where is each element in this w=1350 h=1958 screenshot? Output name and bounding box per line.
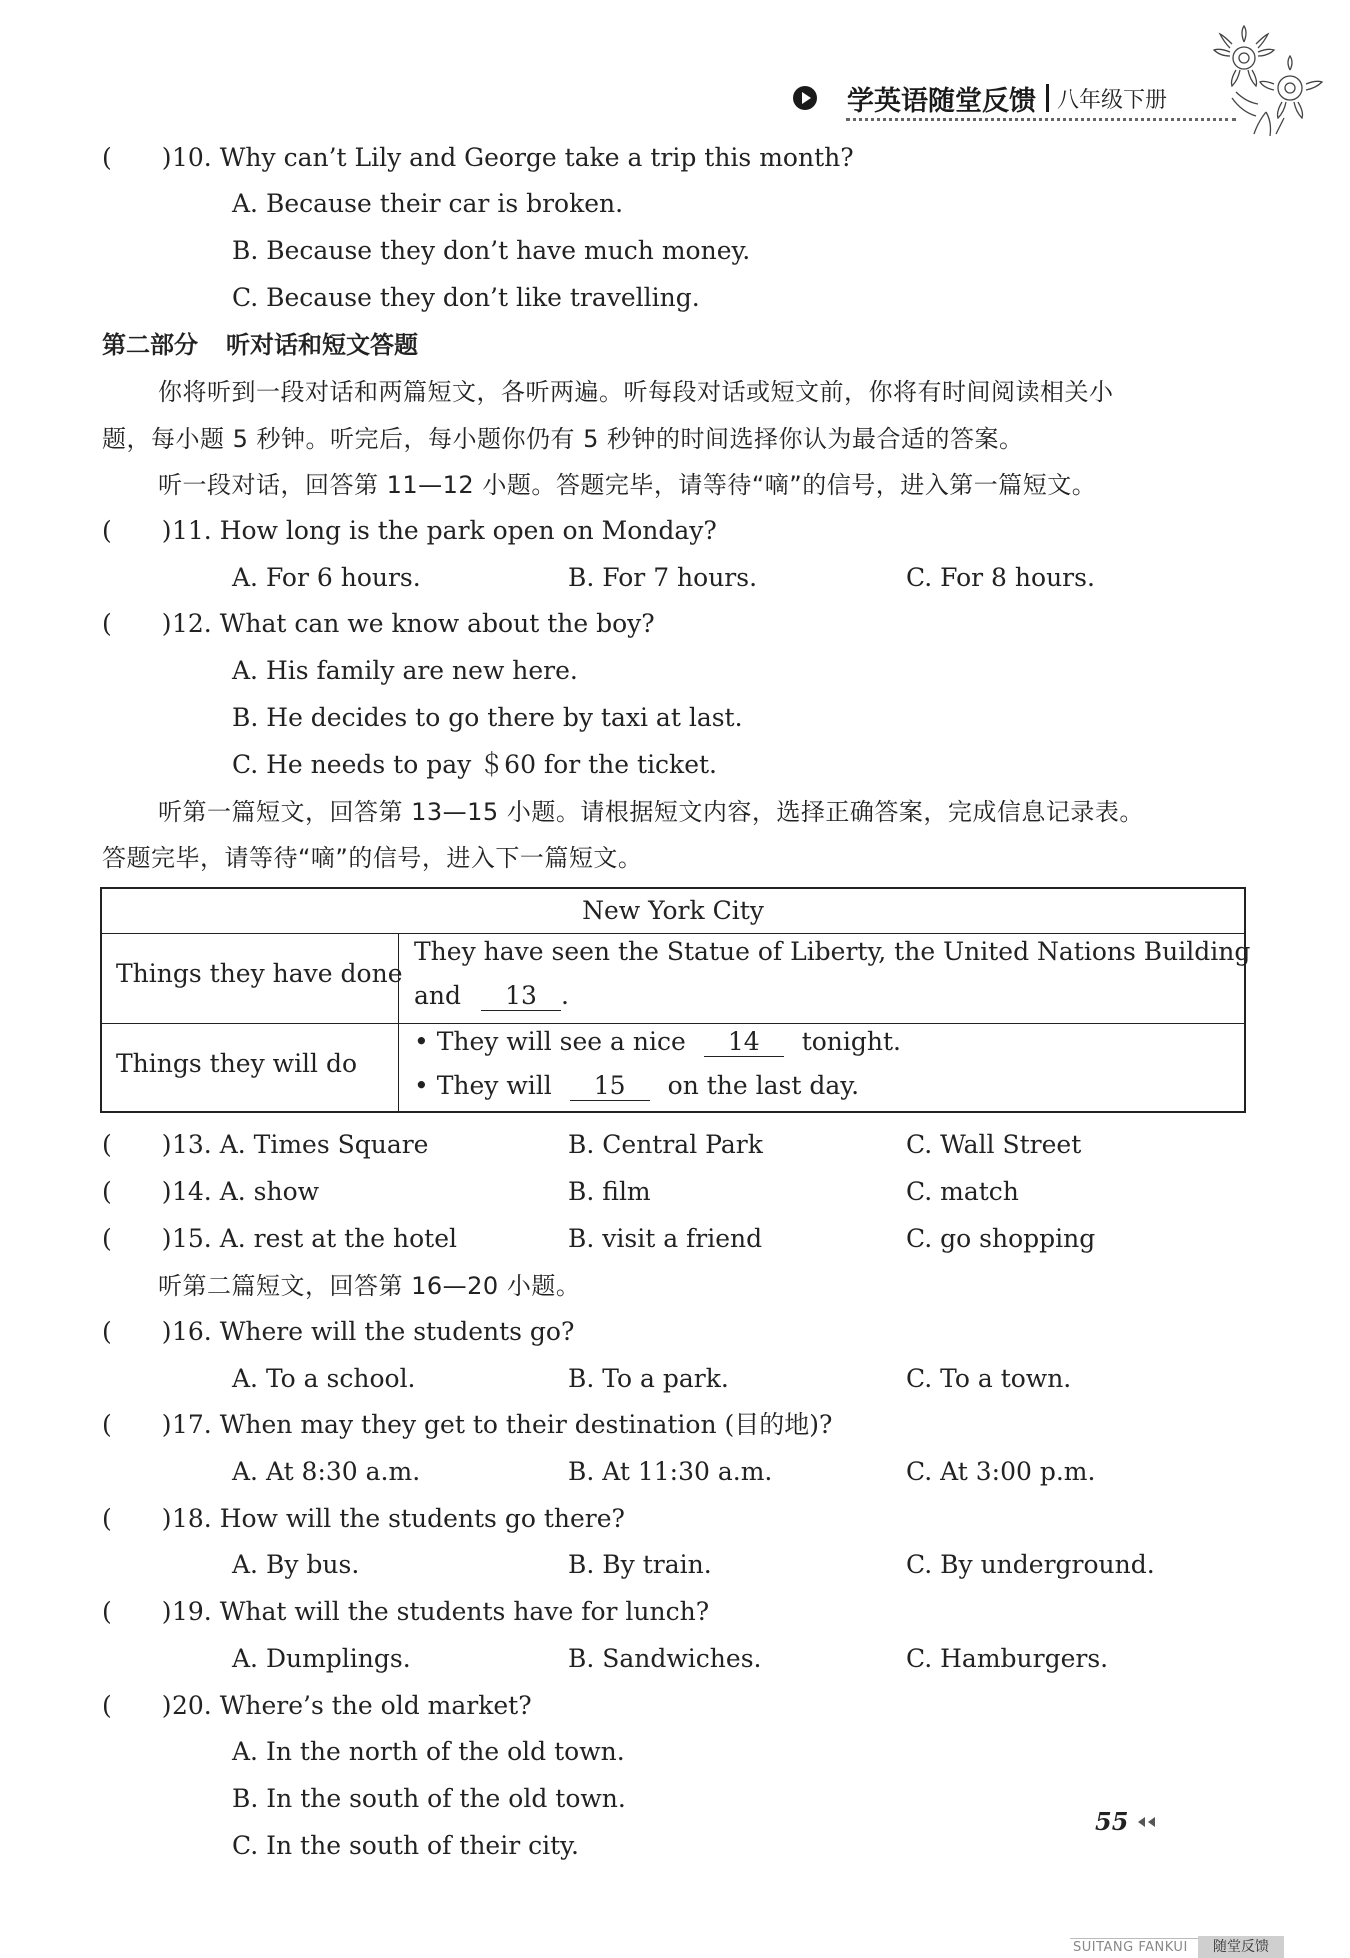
answer-bracket[interactable]: ( ) — [102, 1410, 172, 1439]
answer-bracket[interactable]: ( ) — [102, 609, 172, 638]
q20-option-b: B. In the south of the old town. — [232, 1784, 626, 1813]
q20-option-a: A. In the north of the old town. — [232, 1737, 625, 1766]
q18-option-a: A. By bus. — [232, 1550, 360, 1579]
passage-1-instruction-line-2: 答题完毕，请等待“嘀”的信号，进入下一篇短文。 — [102, 844, 643, 872]
q15-option-b: B. visit a friend — [568, 1224, 763, 1253]
answer-bracket[interactable]: ( ) — [102, 1224, 172, 1253]
question-text: 10. Why can’t Lily and George take a trip this month? — [172, 143, 854, 172]
q17-option-b: B. At 11:30 a.m. — [568, 1457, 773, 1486]
row-will-do-line-2 — [414, 1071, 859, 1101]
answer-bracket[interactable]: ( ) — [102, 1504, 172, 1533]
sunflower-decoration-icon — [1206, 22, 1326, 140]
row-done-line-2 — [414, 981, 569, 1011]
section-heading — [102, 327, 446, 363]
passage-2-instruction: 听第二篇短文，回答第 16—20 小题。 — [158, 1272, 581, 1300]
blank-14[interactable]: 14 — [704, 1028, 784, 1057]
section-number: 第二部分 — [102, 331, 198, 359]
page-header — [793, 76, 1167, 120]
row-label-will-do: Things they will do — [116, 1049, 358, 1078]
q16-option-b: B. To a park. — [568, 1364, 729, 1393]
answer-bracket[interactable]: ( ) — [102, 143, 172, 172]
header-divider — [1046, 84, 1049, 112]
q15-option-a: 15. A. rest at the hotel — [172, 1224, 457, 1253]
info-record-table — [100, 887, 1251, 1113]
blank-15[interactable]: 15 — [570, 1072, 650, 1101]
answer-bracket[interactable]: ( ) — [102, 1597, 172, 1626]
play-circle-icon — [793, 86, 817, 110]
answer-bracket[interactable]: ( ) — [102, 1691, 172, 1720]
q10-option-c: C. Because they don’t like travelling. — [232, 283, 700, 312]
cell-text: and — [414, 981, 462, 1010]
question-text: 18. How will the students go there? — [172, 1504, 625, 1533]
passage-1-instruction-line-1: 听第一篇短文，回答第 13—15 小题。请根据短文内容，选择正确答案，完成信息记录表。 — [158, 798, 1144, 826]
page-number: 55 — [1095, 1807, 1129, 1836]
blank-13[interactable]: 13 — [481, 982, 561, 1011]
q19-option-a: A. Dumplings. — [232, 1644, 411, 1673]
q20-option-c: C. In the south of their city. — [232, 1831, 579, 1860]
question-text: 17. When may they get to their destination (目的地)? — [172, 1410, 833, 1439]
q12-option-b: B. He decides to go there by taxi at last. — [232, 703, 743, 732]
question-text: 12. What can we know about the boy? — [172, 609, 655, 638]
question-text: 20. Where’s the old market? — [172, 1691, 532, 1720]
answer-bracket[interactable]: ( ) — [102, 516, 172, 545]
q16-option-a: A. To a school. — [232, 1364, 416, 1393]
row-will-do-line-1 — [414, 1027, 901, 1057]
q14-option-c: C. match — [906, 1177, 1019, 1206]
q12-option-a: A. His family are new here. — [232, 656, 578, 685]
answer-bracket[interactable]: ( ) — [102, 1130, 172, 1159]
table-row-divider — [102, 1023, 1244, 1024]
q16-option-c: C. To a town. — [906, 1364, 1072, 1393]
question-text: 16. Where will the students go? — [172, 1317, 575, 1346]
q17-option-c: C. At 3:00 p.m. — [906, 1457, 1096, 1486]
q19-option-b: B. Sandwiches. — [568, 1644, 762, 1673]
q10-option-a: A. Because their car is broken. — [232, 189, 624, 218]
section-intro-line-2: 题，每小题 5 秒钟。听完后，每小题你仍有 5 秒钟的时间选择你认为最合适的答案。 — [102, 425, 1024, 453]
q19-option-c: C. Hamburgers. — [906, 1644, 1109, 1673]
cell-text: • They will — [414, 1071, 552, 1100]
q13-option-b: B. Central Park — [568, 1130, 763, 1159]
q14-option-a: 14. A. show — [172, 1177, 320, 1206]
q18-option-b: B. By train. — [568, 1550, 712, 1579]
table-title: New York City — [102, 889, 1244, 934]
q14-option-b: B. film — [568, 1177, 651, 1206]
q15-option-c: C. go shopping — [906, 1224, 1096, 1253]
arrow-left-icon — [1138, 1817, 1145, 1827]
cell-text: tonight. — [801, 1027, 901, 1056]
q11-option-c: C. For 8 hours. — [906, 563, 1095, 592]
footer-brand: SUITANG FANKUI — [1073, 1940, 1188, 1955]
row-done-line-1: They have seen the Statue of Liberty, the United Nations Building — [414, 937, 1251, 966]
cell-text: . — [560, 981, 569, 1010]
q10-option-b: B. Because they don’t have much money. — [232, 236, 751, 265]
question-text: 11. How long is the park open on Monday? — [172, 516, 717, 545]
book-title: 学英语随堂反馈 — [847, 85, 1036, 117]
q18-option-c: C. By underground. — [906, 1550, 1155, 1579]
dialog-instruction: 听一段对话，回答第 11—12 小题。答题完毕，请等待“嘀”的信号，进入第一篇短文。 — [158, 471, 1097, 499]
q12-option-c: C. He needs to pay ＄60 for the ticket. — [232, 750, 717, 779]
cell-text: on the last day. — [667, 1071, 860, 1100]
q13-option-a: 13. A. Times Square — [172, 1130, 429, 1159]
arrow-left-icon — [1148, 1817, 1155, 1827]
book-grade: 八年级下册 — [1057, 87, 1168, 113]
section-intro-line-1: 你将听到一段对话和两篇短文，各听两遍。听每段对话或短文前，你将有时间阅读相关小 — [158, 378, 1114, 406]
header-dotted-rule — [846, 118, 1236, 121]
q11-option-b: B. For 7 hours. — [568, 563, 758, 592]
row-label-done: Things they have done — [116, 959, 403, 988]
question-text: 19. What will the students have for lunch? — [172, 1597, 710, 1626]
q11-option-a: A. For 6 hours. — [232, 563, 421, 592]
answer-bracket[interactable]: ( ) — [102, 1177, 172, 1206]
answer-bracket[interactable]: ( ) — [102, 1317, 172, 1346]
q17-option-a: A. At 8:30 a.m. — [232, 1457, 421, 1486]
q13-option-c: C. Wall Street — [906, 1130, 1082, 1159]
footer-badge: 随堂反馈 — [1198, 1936, 1284, 1958]
section-title: 听对话和短文答题 — [226, 331, 418, 359]
cell-text: • They will see a nice — [414, 1027, 686, 1056]
